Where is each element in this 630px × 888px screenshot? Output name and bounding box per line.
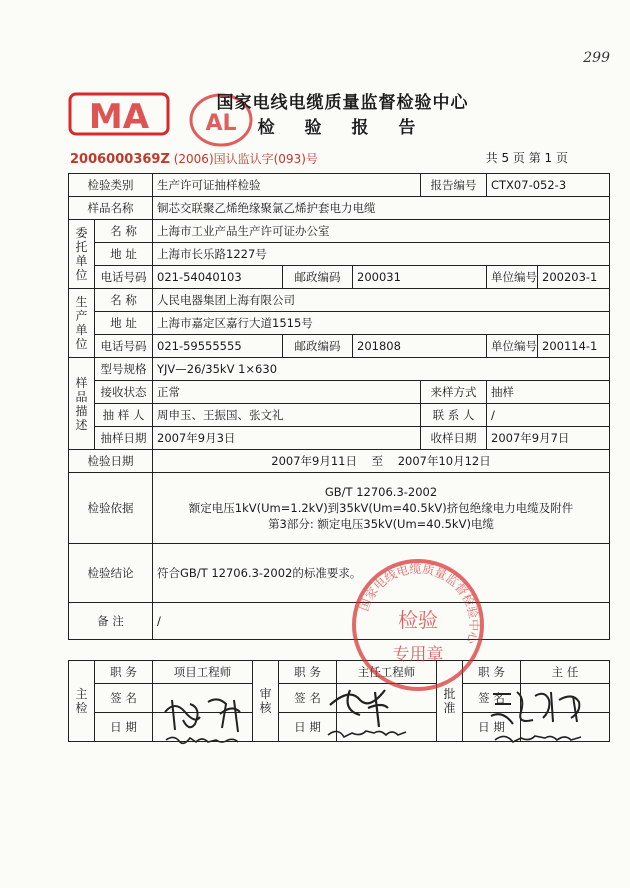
test-date-to: 2007年10月12日	[397, 454, 491, 468]
cert-no: 2006000369Z	[70, 152, 170, 167]
client-postcode: 200031	[353, 266, 487, 289]
client-address-label: 地 址	[95, 243, 153, 266]
approve-position: 主 任	[521, 661, 610, 684]
producer-unitno: 200114-1	[538, 335, 610, 358]
client-name-label: 名 称	[95, 220, 153, 243]
main-position: 项目工程师	[153, 661, 253, 684]
main-sign-label: 签 名	[95, 684, 153, 713]
producer-name-label: 名 称	[95, 289, 153, 312]
seal-ring-text: 国家电线电缆质量监督检验中心	[357, 561, 482, 646]
review-date-label: 日 期	[279, 713, 337, 742]
client-unitno-label: 单位编号	[487, 266, 538, 289]
receipt-date-label: 收样日期	[421, 427, 487, 450]
producer-address-label: 地 址	[95, 312, 153, 335]
report-no-label: 报告编号	[421, 174, 487, 197]
conclusion: 符合GB/T 12706.3-2002的标准要求。	[153, 544, 610, 603]
main-test-label: 主检	[69, 661, 95, 742]
contact-label: 联 系 人	[421, 404, 487, 427]
receive-state-label: 接收状态	[95, 381, 153, 404]
client-unitno: 200203-1	[538, 266, 610, 289]
producer-postcode: 201808	[353, 335, 487, 358]
sample-desc-label: 样品描述	[69, 358, 95, 450]
review-position-label: 职 务	[279, 661, 337, 684]
producer-address: 上海市嘉定区嘉行大道1515号	[153, 312, 610, 335]
main-date-label: 日 期	[95, 713, 153, 742]
approve-date-label: 日 期	[463, 713, 521, 742]
approve-signature	[485, 682, 595, 752]
sample-name-label: 样品名称	[69, 197, 153, 220]
main-position-label: 职 务	[95, 661, 153, 684]
sample-name: 铜芯交联聚乙烯绝缘聚氯乙烯护套电力电缆	[153, 197, 610, 220]
approve-sign-label: 签 名	[463, 684, 521, 713]
model: YJV—26/35kV 1×630	[153, 358, 610, 381]
remark: /	[153, 603, 610, 640]
review-label: 审核	[253, 661, 279, 742]
client-postcode-label: 邮政编码	[283, 266, 353, 289]
model-label: 型号规格	[95, 358, 153, 381]
contact: /	[487, 404, 610, 427]
client-address: 上海市长乐路1227号	[153, 243, 610, 266]
producer-phone: 021-59555555	[153, 335, 283, 358]
client-label: 委托单位	[69, 220, 95, 289]
basis-label: 检验依据	[69, 473, 153, 544]
test-date-from: 2007年9月11日	[271, 454, 357, 468]
sampling-method: 抽样	[487, 381, 610, 404]
review-position: 主任工程师	[337, 661, 437, 684]
producer-postcode-label: 邮政编码	[283, 335, 353, 358]
sampler-label: 抽 样 人	[95, 404, 153, 427]
main-signature	[160, 690, 260, 750]
test-date-range	[153, 450, 610, 473]
conclusion-label: 检验结论	[69, 544, 153, 603]
sampling-method-label: 来样方式	[421, 381, 487, 404]
client-phone-label: 电话号码	[95, 266, 153, 289]
client-phone: 021-54040103	[153, 266, 283, 289]
producer-label: 生产单位	[69, 289, 95, 358]
producer-phone-label: 电话号码	[95, 335, 153, 358]
approve-label: 批准	[437, 661, 463, 742]
cert-number	[70, 150, 318, 167]
svg-text:MA: MA	[88, 97, 150, 137]
cert-note: (2006)国认监认字(093)号	[173, 152, 318, 166]
seal-sub-text: 专用章	[392, 645, 444, 665]
sampling-date-label: 抽样日期	[95, 427, 153, 450]
svg-text:AL: AL	[205, 111, 237, 136]
producer-name: 人民电器集团上海有限公司	[153, 289, 610, 312]
inspection-type-label: 检验类别	[69, 174, 153, 197]
report-table	[68, 173, 610, 640]
remark-label: 备 注	[69, 603, 153, 640]
report-title: 检 验 报 告	[257, 118, 428, 138]
sampler: 周申玉、王振国、张文礼	[153, 404, 421, 427]
sampling-date: 2007年9月3日	[153, 427, 421, 450]
receive-state: 正常	[153, 381, 421, 404]
receipt-date: 2007年9月7日	[487, 427, 610, 450]
report-no: CTX07-052-3	[487, 174, 610, 197]
page-count: 共 5 页 第 1 页	[485, 151, 568, 165]
inspection-seal-stamp	[348, 555, 488, 695]
center-name: 国家电线电缆质量监督检验中心	[216, 93, 469, 113]
inspection-type: 生产许可证抽样检验	[153, 174, 421, 197]
seal-main-text: 检验	[398, 608, 438, 632]
basis-line-1: GB/T 12706.3-2002	[324, 485, 438, 499]
producer-unitno-label: 单位编号	[487, 335, 538, 358]
approve-position-label: 职 务	[463, 661, 521, 684]
client-name: 上海市工业产品生产许可证办公室	[153, 220, 610, 243]
test-date-to-label: 至	[371, 454, 384, 468]
basis	[153, 473, 610, 544]
test-date-label: 检验日期	[69, 450, 153, 473]
basis-line-3: 第3部分: 额定电压35kV(Um=40.5kV)电缆	[268, 517, 494, 531]
basis-line-2: 额定电压1kV(Um=1.2kV)到35kV(Um=40.5kV)挤包绝缘电力电缆及附件	[188, 501, 574, 515]
page-number: 299	[583, 50, 610, 66]
review-sign-label: 签 名	[279, 684, 337, 713]
